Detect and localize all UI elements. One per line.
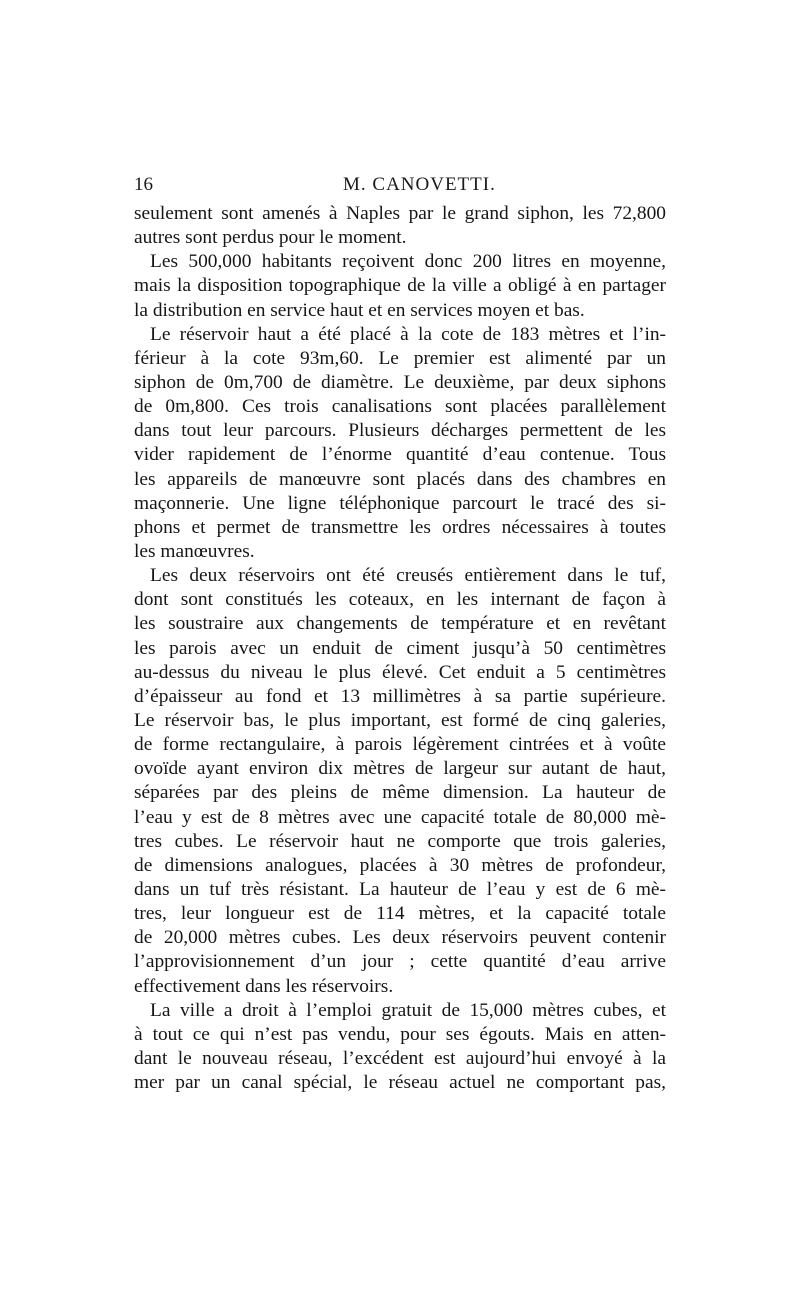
text-line: mais la disposition topographique de la ville a obligé à en partager [134,275,666,297]
text-line: la distribution en service haut et en services moyen et bas. [134,299,585,321]
text-line: d’épaisseur au fond et 13 millimètres à sa partie supérieure. [134,685,666,707]
text-line: vider rapidement de l’énorme quantité d’eau contenue. Tous [134,444,666,466]
text-line: Les deux réservoirs ont été creusés entièrement dans le tuf, [150,565,666,587]
text-line: dant le nouveau réseau, l’excédent est aujourd’hui envoyé à la [134,1047,666,1069]
text-line: de 20,000 mètres cubes. Les deux réservoirs peuvent contenir [134,927,666,949]
text-line: mer par un canal spécial, le réseau actuel ne comportant pas, [134,1072,666,1094]
text-line: maçonnerie. Une ligne téléphonique parcourt le tracé des si- [134,492,666,514]
text-line: férieur à la cote 93m,60. Le premier est alimenté par un [134,347,666,369]
body-text [134,202,666,1095]
text-line: dans un tuf très résistant. La hauteur de l’eau y est de 6 mè- [134,878,666,900]
text-line: séparées par des pleins de même dimension. La hauteur de [134,782,666,804]
text-line: dont sont constitués les coteaux, en les internant de façon à [134,589,666,611]
text-line: La ville a droit à l’emploi gratuit de 15,000 mètres cubes, et [150,999,666,1021]
text-line: Le réservoir bas, le plus important, est formé de cinq galeries, [134,709,666,731]
text-line: effectivement dans les réservoirs. [134,975,394,997]
text-line: de forme rectangulaire, à parois légèrement cintrées et à voûte [134,734,666,756]
text-line: autres sont perdus pour le moment. [134,227,407,249]
text-line: les soustraire aux changements de température et en revêtant [134,613,666,635]
text-line: tres, leur longueur est de 114 mètres, et la capacité totale [134,903,666,925]
text-line: ovoïde ayant environ dix mètres de largeur sur autant de haut, [134,758,666,780]
text-line: Les 500,000 habitants reçoivent donc 200 litres en moyenne, [150,251,666,273]
text-line: siphon de 0m,700 de diamètre. Le deuxième, par deux siphons [134,371,666,393]
page-number: 16 [134,174,153,195]
text-line: les appareils de manœuvre sont placés dans des chambres en [134,468,666,490]
text-line: phons et permet de transmettre les ordres nécessaires à toutes [134,516,666,538]
running-head: M. CANOVETTI. [343,174,496,195]
text-line: les parois avec un enduit de ciment jusqu’à 50 centimètres [134,637,666,659]
text-line: l’eau y est de 8 mètres avec une capacité totale de 80,000 mè- [134,806,666,828]
text-line: de 0m,800. Ces trois canalisations sont placées parallèlement [134,396,666,418]
text-line: de dimensions analogues, placées à 30 mètres de profondeur, [134,854,666,876]
text-line: seulement sont amenés à Naples par le grand siphon, les 72,800 [134,203,666,224]
text-line: tres cubes. Le réservoir haut ne comporte que trois galeries, [134,830,666,852]
text-line: l’approvisionnement d’un jour ; cette quantité d’eau arrive [134,951,666,973]
text-line: à tout ce qui n’est pas vendu, pour ses égouts. Mais en atten- [134,1023,666,1045]
text-line: Le réservoir haut a été placé à la cote de 183 mètres et l’in- [150,323,666,345]
text-line: dans tout leur parcours. Plusieurs décharges permettent de les [134,420,666,442]
page-header [134,174,666,200]
text-line: au-dessus du niveau le plus élevé. Cet enduit a 5 centimètres [134,661,666,683]
text-line: les manœuvres. [134,540,255,562]
